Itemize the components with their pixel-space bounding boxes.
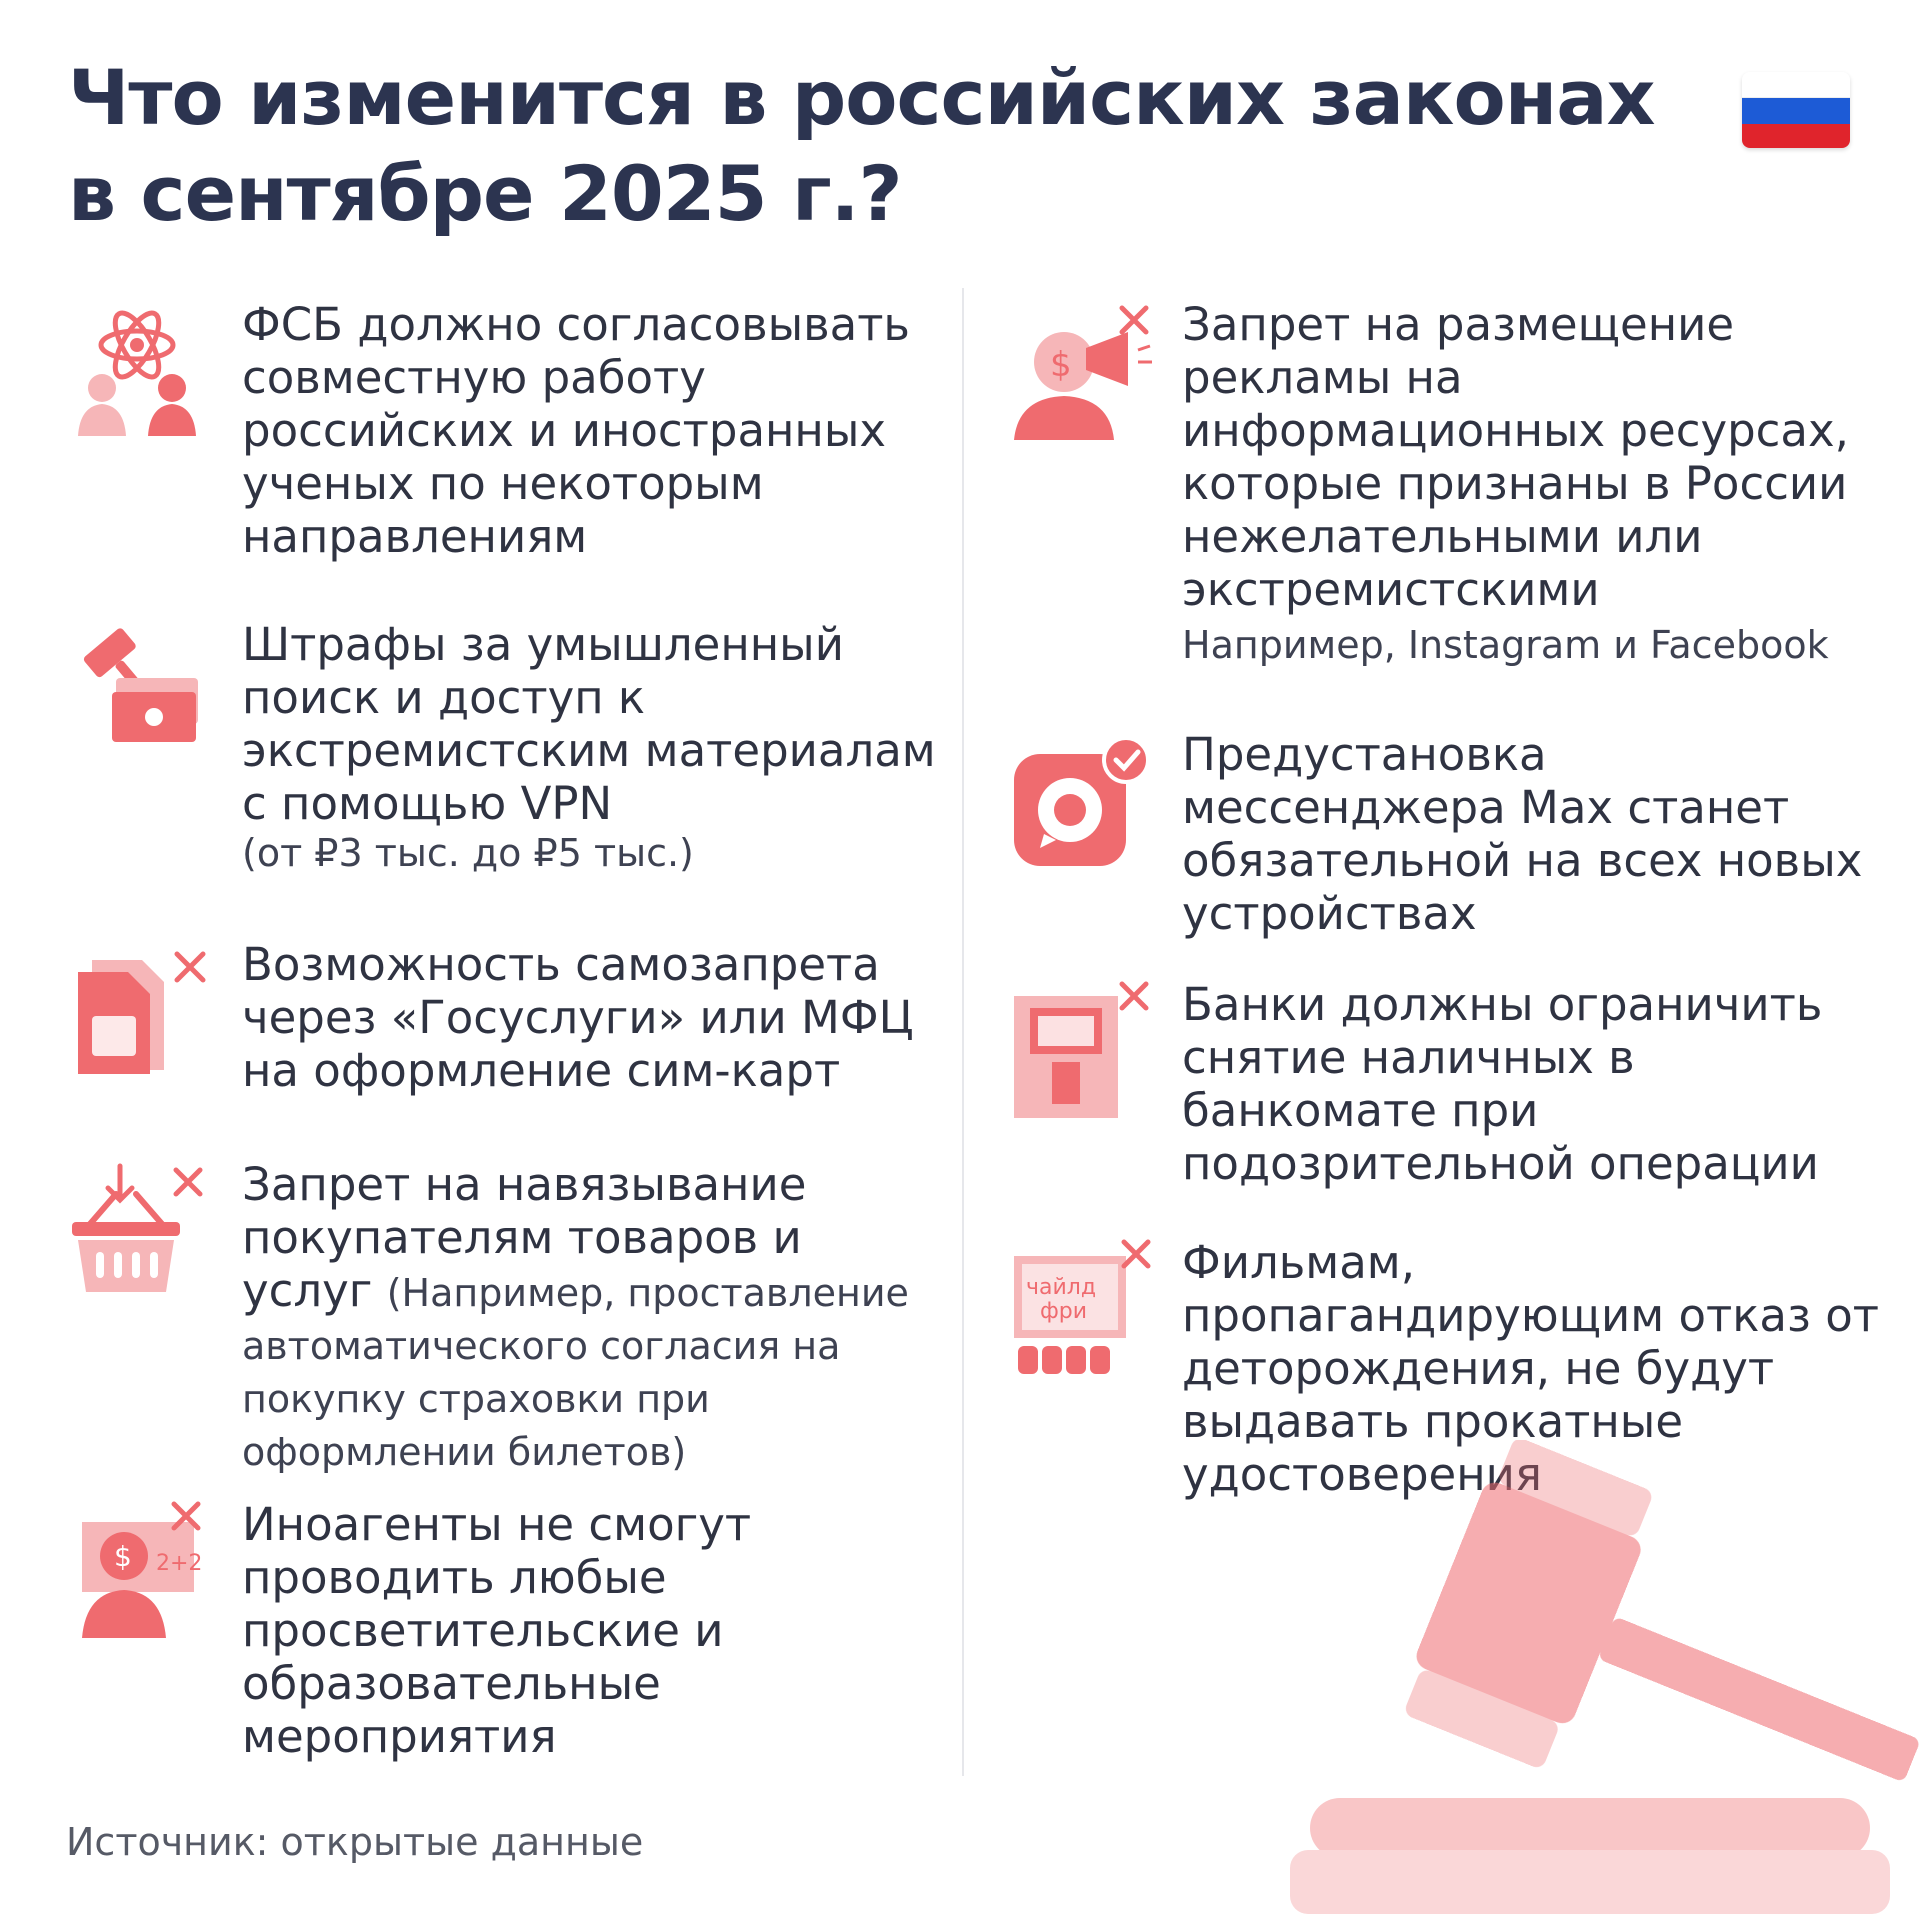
russian-flag-icon bbox=[1742, 72, 1850, 148]
left-item-1-text: ФСБ должно согласовывать совместную работу российских и иностранных ученых по некоторым направлениям bbox=[242, 298, 910, 563]
right-item-4-text: Фильмам, пропагандирующим отказ от деторождения, не будут выдавать прокатные удостоверения bbox=[1182, 1236, 1879, 1501]
atom-scientists-icon bbox=[72, 300, 202, 440]
left-item-5 bbox=[242, 1498, 942, 1763]
right-item-1 bbox=[1182, 298, 1882, 668]
source-note: Источник: открытые данные bbox=[66, 1820, 644, 1864]
shopping-basket-ban-icon bbox=[68, 1160, 208, 1300]
right-item-3-text: Банки должны ограничить снятие наличных в банкомате при подозрительной операции bbox=[1182, 978, 1823, 1190]
cinema-ban-icon bbox=[1010, 1238, 1160, 1378]
right-item-2-text: Предустановка мессенджера Max станет обязательной на всех новых устройствах bbox=[1182, 728, 1863, 940]
flag-stripe-white bbox=[1742, 72, 1850, 98]
flag-stripe-blue bbox=[1742, 98, 1850, 123]
flag-stripe-red bbox=[1742, 124, 1850, 148]
left-item-2 bbox=[242, 618, 942, 876]
left-item-1 bbox=[242, 298, 922, 563]
left-item-2-text: Штрафы за умышленный поиск и доступ к экстремистским материалам с помощью VPN bbox=[242, 618, 936, 830]
atm-ban-icon bbox=[1010, 980, 1160, 1120]
left-item-2-note: (от ₽3 тыс. до ₽5 тыс.) bbox=[242, 831, 694, 875]
left-item-4-note: (Например, проставление автоматического согласия на покупку страховки при оформлении билетов) bbox=[242, 1271, 909, 1474]
svg-text:2+2: 2+2 bbox=[156, 1551, 203, 1576]
left-item-4 bbox=[242, 1158, 942, 1476]
right-item-2 bbox=[1182, 728, 1882, 940]
left-item-3 bbox=[242, 938, 942, 1097]
page-title bbox=[68, 50, 1708, 242]
left-item-4-text: Запрет на навязывание покупателям товаров и услуг bbox=[242, 1158, 807, 1317]
svg-text:$: $ bbox=[1050, 345, 1072, 385]
right-item-1-text: Запрет на размещение рекламы на информационных ресурсах, которые признаны в России нежелательными или экстремистскими bbox=[1182, 298, 1849, 616]
right-item-3 bbox=[1182, 978, 1882, 1190]
gavel-book-decoration-icon bbox=[1290, 1440, 1920, 1920]
cinema-screen-text: чайлд bbox=[1026, 1275, 1097, 1300]
right-item-1-note: Например, Instagram и Facebook bbox=[1182, 623, 1829, 667]
gavel-money-icon bbox=[72, 620, 202, 750]
svg-text:фри: фри bbox=[1040, 1299, 1088, 1324]
title-line-2: в сентябре 2025 г.? bbox=[68, 149, 902, 238]
left-item-3-text: Возможность самозапрета через «Госуслуги» или МФЦ на оформление сим-карт bbox=[242, 938, 914, 1097]
left-item-5-text: Иноагенты не смогут проводить любые просветительские и образовательные мероприятия bbox=[242, 1498, 752, 1763]
title-line-1: Что изменится в российских законах bbox=[68, 53, 1655, 142]
column-divider bbox=[962, 288, 964, 1776]
foreign-agent-ban-icon bbox=[68, 1500, 208, 1640]
messenger-max-icon bbox=[1010, 730, 1160, 880]
sim-card-ban-icon bbox=[72, 940, 212, 1080]
advertising-ban-icon bbox=[1010, 300, 1160, 450]
svg-text:$: $ bbox=[114, 1540, 132, 1573]
